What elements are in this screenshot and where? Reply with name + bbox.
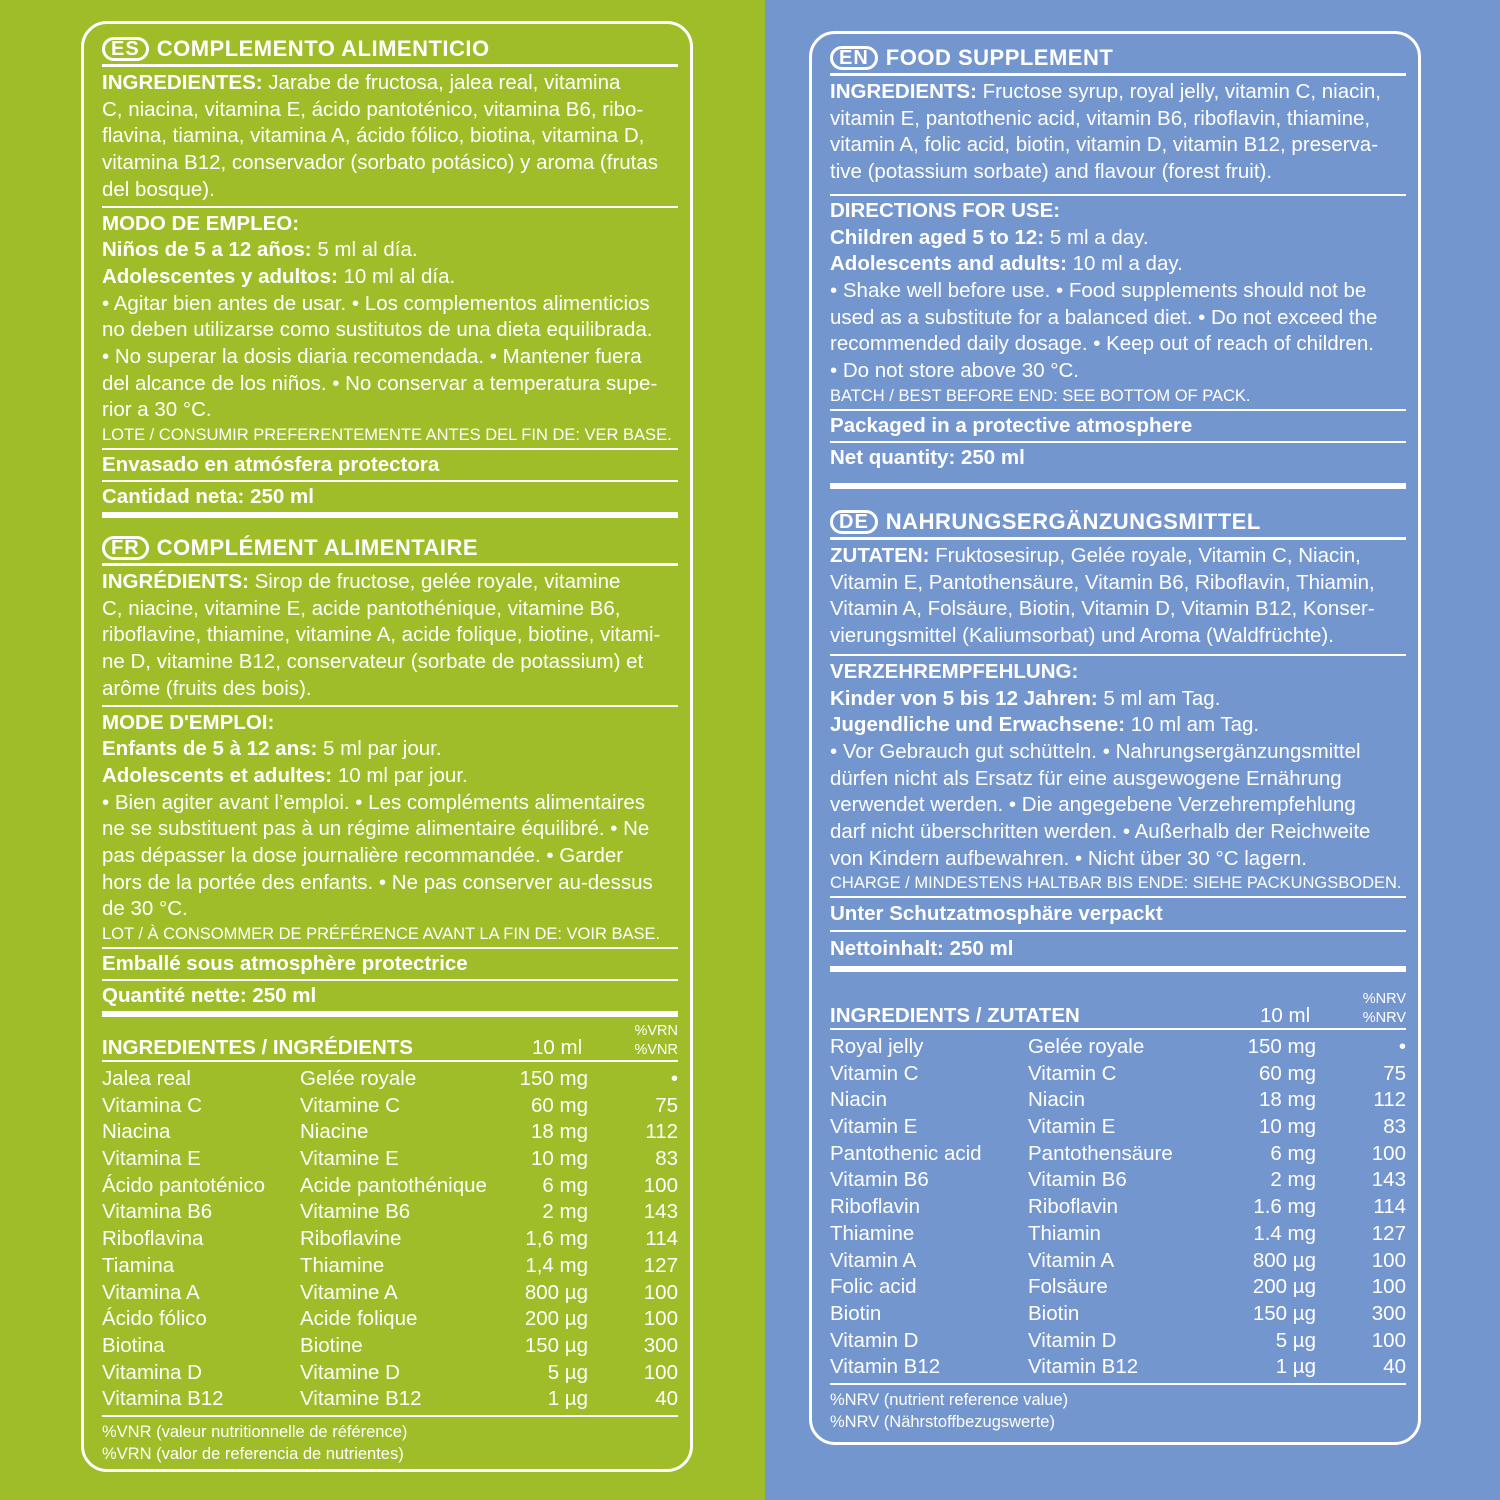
amount-per-10ml: 150 µg xyxy=(1252,1301,1316,1325)
nrv-percent: • xyxy=(1398,1035,1406,1058)
es-title: COMPLEMENTO ALIMENTICIO xyxy=(156,36,490,61)
amount-per-10ml: 1.6 mg xyxy=(1253,1195,1316,1219)
ingredient-name-alt: Vitamine E xyxy=(300,1147,399,1171)
es-dose-children-value: 5 ml al día. xyxy=(311,238,418,262)
fr-directions-title: MODE D'EMPLOI: xyxy=(102,710,275,734)
amount-per-10ml: 200 µg xyxy=(524,1307,588,1331)
ingredient-name: Folic acid xyxy=(830,1275,917,1299)
ingredient-name: Ácido pantoténico xyxy=(102,1173,265,1197)
left-table-title: INGREDIENTES / INGRÉDIENTS xyxy=(102,1036,413,1059)
fr-warning-line: ne se substituent pas à un régime alimentaire équilibré. • Ne xyxy=(102,817,650,841)
nrv-percent: 75 xyxy=(1383,1061,1406,1085)
table-row xyxy=(102,1306,678,1333)
table-row xyxy=(830,1301,1406,1328)
de-directions xyxy=(830,656,1406,873)
es-directions xyxy=(102,208,678,425)
fr-ingredients-label: INGRÉDIENTS: xyxy=(102,570,249,593)
es-dose-children-label: Niños de 5 a 12 años: xyxy=(102,238,312,262)
left-table-nrv-header-line: %VNR xyxy=(634,1042,678,1058)
en-warning-line: used as a substitute for a balanced diet. • Do not exceed the xyxy=(830,305,1378,329)
de-packaged: Unter Schutzatmosphäre verpackt xyxy=(830,898,1406,932)
nrv-percent: 100 xyxy=(1371,1141,1406,1165)
table-row xyxy=(830,1141,1406,1168)
de-ingredients xyxy=(830,540,1406,656)
fr-ingredients-line: riboflavine, thiamine, vitamine A, acide folique, biotine, vitami- xyxy=(102,623,661,647)
de-ingredients-line: Vitamin A, Folsäure, Biotin, Vitamin D, Vitamin B12, Konser- xyxy=(830,597,1375,621)
right-table-header xyxy=(830,988,1406,1030)
en-ingredients-line: tive (potassium sorbate) and flavour (forest fruit). xyxy=(830,160,1273,184)
fr-ingredients-line: arôme (fruits des bois). xyxy=(102,676,312,700)
ingredient-name: Vitamin B12 xyxy=(830,1355,941,1379)
fr-directions xyxy=(102,707,678,924)
fr-title: COMPLÉMENT ALIMENTAIRE xyxy=(156,535,479,560)
es-ingredients xyxy=(102,67,678,208)
fr-packaged: Emballé sous atmosphère protectrice xyxy=(102,949,678,981)
ingredient-name: Vitamin E xyxy=(830,1115,918,1139)
ingredient-name: Vitamin A xyxy=(830,1248,917,1272)
ingredient-name: Vitamina E xyxy=(102,1147,201,1171)
table-row xyxy=(102,1199,678,1226)
de-warning-line: dürfen nicht als Ersatz für eine ausgewogene Ernährung xyxy=(830,766,1342,790)
amount-per-10ml: 2 mg xyxy=(1270,1168,1316,1192)
es-warning-line: • No superar la dosis diaria recomendada. • Mantener fuera xyxy=(102,345,642,369)
de-dose-adults-value: 10 ml am Tag. xyxy=(1125,713,1260,737)
fr-batch-info: LOT / À CONSOMMER DE PRÉFÉRENCE AVANT LA FIN DE: VOIR BASE. xyxy=(102,923,678,949)
amount-per-10ml: 1,6 mg xyxy=(525,1227,588,1251)
en-dose-adults-value: 10 ml a day. xyxy=(1066,252,1183,276)
en-ingredients-label: INGREDIENTS: xyxy=(830,80,977,103)
left-table-amount-header: 10 ml xyxy=(532,1036,583,1059)
nrv-percent: 100 xyxy=(1371,1328,1406,1352)
right-table-title: INGREDIENTS / ZUTATEN xyxy=(830,1004,1080,1027)
amount-per-10ml: 5 µg xyxy=(547,1360,588,1384)
fr-warning-line: hors de la portée des enfants. • Ne pas conserver au-dessus xyxy=(102,870,653,894)
en-title: FOOD SUPPLEMENT xyxy=(885,45,1114,70)
en-dose-adults-label: Adolescents and adults: xyxy=(830,252,1067,276)
de-dose-children-label: Kinder von 5 bis 12 Jahren: xyxy=(830,686,1098,710)
en-header xyxy=(830,43,1406,76)
es-header xyxy=(102,34,678,67)
es-ingredients-label: INGREDIENTES: xyxy=(102,71,263,94)
right-table-nrv-header-line: %NRV xyxy=(1362,991,1406,1007)
de-ingredients-label: ZUTATEN: xyxy=(830,544,930,567)
left-table-nrv-header-line: %VRN xyxy=(634,1023,678,1039)
en-language-badge: EN xyxy=(830,46,878,70)
nrv-percent: 114 xyxy=(645,1227,678,1251)
fr-warning-line: de 30 °C. xyxy=(102,897,188,921)
en-dose-children-value: 5 ml a day. xyxy=(1044,225,1149,249)
ingredient-name: Riboflavin xyxy=(830,1195,921,1219)
amount-per-10ml: 1 µg xyxy=(1275,1355,1316,1379)
de-directions-title: VERZEHREMPFEHLUNG: xyxy=(830,659,1079,683)
amount-per-10ml: 5 µg xyxy=(1275,1328,1316,1352)
ingredient-name: Pantothenic acid xyxy=(830,1141,982,1165)
nrv-percent: 40 xyxy=(1383,1355,1406,1379)
ingredient-name: Niacin xyxy=(830,1088,887,1112)
nrv-percent: 83 xyxy=(1383,1115,1406,1139)
nrv-percent: 100 xyxy=(643,1173,678,1197)
es-ingredients-line: C, niacina, vitamina E, ácido pantoténico, vitamina B6, ribo- xyxy=(102,97,644,121)
ingredient-name: Vitamina D xyxy=(102,1360,202,1384)
de-ingredients-line: Vitamin E, Pantothensäure, Vitamin B6, Riboflavin, Thiamin, xyxy=(830,570,1375,594)
left-footnote-line: %VRN (valor de referencia de nutrientes) xyxy=(102,1444,404,1463)
es-section xyxy=(102,34,678,518)
ingredient-name: Royal jelly xyxy=(830,1035,924,1058)
ingredient-name-alt: Gelée royale xyxy=(300,1067,417,1090)
ingredient-name-alt: Thiamin xyxy=(1028,1221,1101,1245)
en-ingredients xyxy=(830,76,1406,196)
es-net-quantity: Cantidad neta: 250 ml xyxy=(102,482,678,518)
ingredient-name: Ácido fólico xyxy=(102,1307,207,1331)
nrv-percent: 100 xyxy=(643,1280,678,1304)
left-nutrition-table xyxy=(102,1018,678,1465)
nrv-percent: 300 xyxy=(1371,1301,1406,1325)
table-row xyxy=(830,1328,1406,1355)
ingredient-name: Vitamin B6 xyxy=(830,1168,929,1192)
es-ingredients-line: flavina, tiamina, vitamina A, ácido fólico, biotina, vitamina D, xyxy=(102,124,645,148)
amount-per-10ml: 800 µg xyxy=(1252,1248,1316,1272)
nrv-percent: 112 xyxy=(645,1120,678,1144)
ingredient-name: Tiamina xyxy=(102,1253,175,1277)
table-row xyxy=(102,1280,678,1307)
ingredient-name-alt: Vitamine B6 xyxy=(300,1200,411,1224)
de-batch-info: CHARGE / MINDESTENS HALTBAR BIS ENDE: SIEHE PACKUNGSBODEN. xyxy=(830,872,1406,898)
es-ingredients-line: vitamina B12, conservador (sorbato potásico) y aroma (frutas xyxy=(102,151,659,175)
amount-per-10ml: 6 mg xyxy=(1270,1141,1316,1165)
ingredient-name: Vitamin C xyxy=(830,1061,919,1085)
en-net-quantity: Net quantity: 250 ml xyxy=(830,443,1406,489)
nrv-percent: 143 xyxy=(1371,1168,1406,1192)
ingredient-name: Biotin xyxy=(830,1301,882,1325)
amount-per-10ml: 1 µg xyxy=(547,1387,588,1411)
table-row xyxy=(102,1333,678,1360)
fr-warning-line: pas dépasser la dose journalière recommandée. • Garder xyxy=(102,844,624,868)
table-row xyxy=(102,1119,678,1146)
amount-per-10ml: 150 mg xyxy=(1247,1035,1316,1058)
ingredient-name-alt: Biotin xyxy=(1028,1301,1080,1325)
fr-ingredients-line: ne D, vitamine B12, conservateur (sorbate de potassium) et xyxy=(102,650,644,674)
table-row xyxy=(102,1386,678,1413)
nrv-percent: 112 xyxy=(1373,1088,1406,1112)
de-ingredients-line: vierungsmittel (Kaliumsorbat) und Aroma (Waldfrüchte). xyxy=(830,624,1334,648)
right-footnote-line: %NRV (Nährstoffbezugswerte) xyxy=(830,1412,1055,1431)
ingredient-name-alt: Vitamin A xyxy=(1028,1248,1115,1272)
amount-per-10ml: 1,4 mg xyxy=(525,1253,588,1277)
table-row xyxy=(830,1194,1406,1221)
amount-per-10ml: 1.4 mg xyxy=(1253,1221,1316,1245)
fr-ingredients xyxy=(102,566,678,707)
ingredient-name-alt: Niacin xyxy=(1028,1088,1085,1112)
table-row xyxy=(102,1066,678,1093)
ingredient-name: Vitamin D xyxy=(830,1328,919,1352)
ingredient-name-alt: Vitamine A xyxy=(300,1280,398,1304)
es-packaged: Envasado en atmósfera protectora xyxy=(102,450,678,482)
ingredient-name: Vitamina A xyxy=(102,1280,200,1304)
de-section xyxy=(830,507,1406,972)
left-table-header xyxy=(102,1018,678,1062)
amount-per-10ml: 10 mg xyxy=(1259,1115,1316,1139)
nrv-percent: 300 xyxy=(643,1333,678,1357)
left-table-nrv-header xyxy=(634,1022,678,1060)
es-warning-line: del alcance de los niños. • No conservar a temperatura supe- xyxy=(102,371,658,395)
table-row xyxy=(102,1093,678,1120)
es-ingredients-line: Jarabe de fructosa, jalea real, vitamina xyxy=(262,71,621,94)
table-row xyxy=(102,1173,678,1200)
table-row xyxy=(102,1146,678,1173)
nrv-percent: 127 xyxy=(1371,1221,1406,1245)
en-batch-info: BATCH / BEST BEFORE END: SEE BOTTOM OF PACK. xyxy=(830,385,1406,411)
en-ingredients-line: Fructose syrup, royal jelly, vitamin C, niacin, xyxy=(976,80,1381,103)
ingredient-name-alt: Vitamine D xyxy=(300,1360,400,1384)
fr-dose-adults-label: Adolescents et adultes: xyxy=(102,763,333,787)
fr-ingredients-line: C, niacine, vitamine E, acide pantothénique, vitamine B6, xyxy=(102,596,621,620)
ingredient-name-alt: Riboflavin xyxy=(1028,1195,1119,1219)
nrv-percent: 100 xyxy=(1371,1275,1406,1299)
en-ingredients-line: vitamin E, pantothenic acid, vitamin B6, riboflavin, thiamine, xyxy=(830,106,1371,130)
es-dose-adults-label: Adolescentes y adultos: xyxy=(102,264,338,288)
fr-language-badge: FR xyxy=(102,536,149,560)
en-dose-children-label: Children aged 5 to 12: xyxy=(830,225,1045,249)
nrv-percent: 114 xyxy=(1373,1195,1406,1219)
fr-header xyxy=(102,533,678,566)
de-header xyxy=(830,507,1406,540)
amount-per-10ml: 18 mg xyxy=(531,1120,588,1144)
fr-ingredients-line: Sirop de fructose, gelée royale, vitamine xyxy=(248,570,621,593)
table-row xyxy=(102,1253,678,1280)
amount-per-10ml: 2 mg xyxy=(542,1200,588,1224)
nrv-percent: 83 xyxy=(655,1147,678,1171)
es-language-badge: ES xyxy=(102,37,149,61)
right-table-nrv-header-line: %NRV xyxy=(1362,1010,1406,1026)
amount-per-10ml: 60 mg xyxy=(1259,1061,1316,1085)
amount-per-10ml: 60 mg xyxy=(531,1093,588,1117)
table-row xyxy=(830,1034,1406,1061)
es-batch-info: LOTE / CONSUMIR PREFERENTEMENTE ANTES DEL FIN DE: VER BASE. xyxy=(102,424,678,450)
table-row xyxy=(830,1114,1406,1141)
en-packaged: Packaged in a protective atmosphere xyxy=(830,411,1406,443)
nrv-percent: 127 xyxy=(643,1253,678,1277)
de-language-badge: DE xyxy=(830,510,878,534)
es-ingredients-line: del bosque). xyxy=(102,177,215,201)
left-table-body xyxy=(102,1062,678,1417)
amount-per-10ml: 800 µg xyxy=(524,1280,588,1304)
ingredient-name-alt: Biotine xyxy=(300,1333,363,1357)
ingredient-name-alt: Vitamin B6 xyxy=(1028,1168,1127,1192)
ingredient-name: Vitamina C xyxy=(102,1093,202,1117)
de-ingredients-line: Fruktosesirup, Gelée royale, Vitamin C, Niacin, xyxy=(929,544,1361,567)
table-row xyxy=(102,1226,678,1253)
ingredient-name-alt: Vitamine B12 xyxy=(300,1387,422,1411)
table-row xyxy=(830,1274,1406,1301)
table-row xyxy=(102,1360,678,1387)
ingredient-name-alt: Pantothensäure xyxy=(1028,1141,1173,1165)
table-row xyxy=(830,1087,1406,1114)
table-row xyxy=(830,1061,1406,1088)
en-section xyxy=(830,43,1406,489)
de-dose-children-value: 5 ml am Tag. xyxy=(1097,686,1221,710)
nrv-percent: 75 xyxy=(655,1093,678,1117)
fr-warning-line: • Bien agiter avant l’emploi. • Les compléments alimentaires xyxy=(102,790,646,814)
amount-per-10ml: 18 mg xyxy=(1259,1088,1316,1112)
nrv-percent: 100 xyxy=(643,1307,678,1331)
ingredient-name-alt: Vitamin B12 xyxy=(1028,1355,1139,1379)
ingredient-name: Vitamina B12 xyxy=(102,1387,224,1411)
de-warning-line: verwendet werden. • Die angegebene Verzehrempfehlung xyxy=(830,793,1356,817)
ingredient-name-alt: Riboflavine xyxy=(300,1227,402,1251)
en-warning-line: • Do not store above 30 °C. xyxy=(830,359,1079,383)
nrv-percent: 143 xyxy=(643,1200,678,1224)
en-warning-line: recommended daily dosage. • Keep out of reach of children. xyxy=(830,332,1374,356)
amount-per-10ml: 10 mg xyxy=(531,1147,588,1171)
right-table-footnote xyxy=(830,1385,1406,1433)
ingredient-name: Thiamine xyxy=(830,1221,915,1245)
fr-dose-children-label: Enfants de 5 à 12 ans: xyxy=(102,737,318,761)
amount-per-10ml: 6 mg xyxy=(542,1173,588,1197)
ingredient-name: Vitamina B6 xyxy=(102,1200,213,1224)
right-table-amount-header: 10 ml xyxy=(1260,1004,1311,1027)
amount-per-10ml: 200 µg xyxy=(1252,1275,1316,1299)
ingredient-name-alt: Thiamine xyxy=(300,1253,385,1277)
table-row xyxy=(830,1354,1406,1381)
nrv-percent: • xyxy=(670,1067,678,1090)
ingredient-name-alt: Folsäure xyxy=(1028,1275,1108,1299)
right-table-body xyxy=(830,1030,1406,1385)
amount-per-10ml: 150 µg xyxy=(524,1333,588,1357)
fr-net-quantity: Quantité nette: 250 ml xyxy=(102,981,678,1017)
de-net-quantity: Nettoinhalt: 250 ml xyxy=(830,932,1406,972)
table-row xyxy=(830,1167,1406,1194)
amount-per-10ml: 150 mg xyxy=(519,1067,588,1090)
ingredient-name-alt: Gelée royale xyxy=(1028,1035,1145,1058)
ingredient-name-alt: Acide pantothénique xyxy=(300,1173,487,1197)
en-directions xyxy=(830,196,1406,385)
ingredient-name-alt: Vitamin D xyxy=(1028,1328,1117,1352)
es-warning-line: no deben utilizarse como sustitutos de una dieta equilibrada. xyxy=(102,318,653,342)
de-warning-line: darf nicht überschritten werden. • Außerhalb der Reichweite xyxy=(830,820,1371,844)
nrv-percent: 100 xyxy=(643,1360,678,1384)
de-title: NAHRUNGSERGÄNZUNGSMITTEL xyxy=(885,509,1261,534)
table-row xyxy=(830,1248,1406,1275)
left-footnote-line: %VNR (valeur nutritionnelle de référence) xyxy=(102,1422,408,1441)
ingredient-name-alt: Vitamin E xyxy=(1028,1115,1116,1139)
es-warning-line: • Agitar bien antes de usar. • Los complementos alimenticios xyxy=(102,291,650,315)
ingredient-name: Niacina xyxy=(102,1120,171,1144)
table-row xyxy=(830,1221,1406,1248)
ingredient-name: Biotina xyxy=(102,1333,165,1357)
right-footnote-line: %NRV (nutrient reference value) xyxy=(830,1390,1069,1409)
ingredient-name-alt: Acide folique xyxy=(300,1307,418,1331)
de-dose-adults-label: Jugendliche und Erwachsene: xyxy=(830,713,1126,737)
ingredient-name: Riboflavina xyxy=(102,1227,204,1251)
es-dose-adults-value: 10 ml al día. xyxy=(337,264,456,288)
de-warning-line: von Kindern aufbewahren. • Nicht über 30 °C lagern. xyxy=(830,846,1307,870)
ingredient-name: Jalea real xyxy=(102,1067,191,1090)
ingredient-name-alt: Vitamine C xyxy=(300,1093,400,1117)
en-directions-title: DIRECTIONS FOR USE: xyxy=(830,198,1061,222)
nrv-percent: 100 xyxy=(1371,1248,1406,1272)
fr-section xyxy=(102,533,678,1017)
right-table-nrv-header xyxy=(1363,990,1406,1028)
fr-dose-children-value: 5 ml par jour. xyxy=(317,737,442,761)
en-warning-line: • Shake well before use. • Food supplements should not be xyxy=(830,278,1367,302)
fr-dose-adults-value: 10 ml par jour. xyxy=(332,763,468,787)
en-ingredients-line: vitamin A, folic acid, biotin, vitamin D, vitamin B12, preserva- xyxy=(830,133,1379,157)
de-warning-line: • Vor Gebrauch gut schütteln. • Nahrungsergänzungsmittel xyxy=(830,739,1361,763)
right-nutrition-table xyxy=(830,988,1406,1433)
nrv-percent: 40 xyxy=(655,1387,678,1411)
es-directions-title: MODO DE EMPLEO: xyxy=(102,211,300,235)
es-warning-line: rior a 30 °C. xyxy=(102,398,212,422)
left-table-footnote xyxy=(102,1417,678,1465)
ingredient-name-alt: Niacine xyxy=(300,1120,369,1144)
ingredient-name-alt: Vitamin C xyxy=(1028,1061,1117,1085)
